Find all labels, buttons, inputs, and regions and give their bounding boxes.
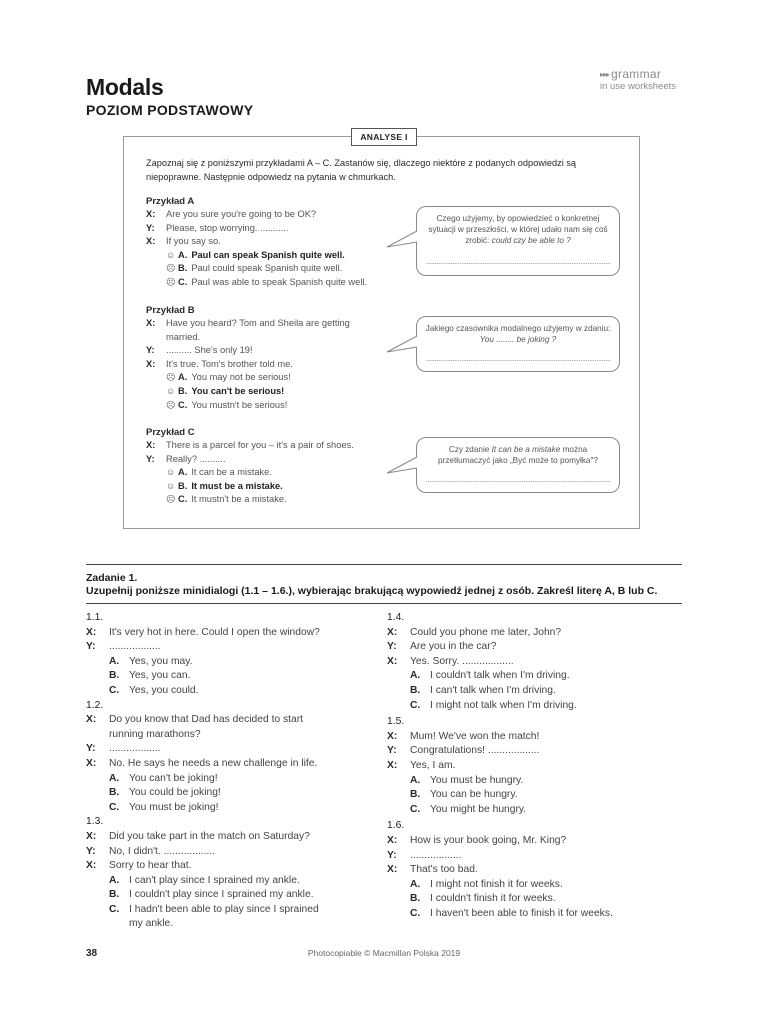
- bubble-tail-icon: [386, 335, 418, 357]
- frown-icon: ☹: [166, 399, 176, 410]
- choice[interactable]: A. Yes, you may.: [109, 655, 193, 667]
- brand-logo: ▸▸▸ grammar in use worksheets: [600, 67, 677, 92]
- option: ☺ A. It can be a mistake.: [146, 466, 406, 480]
- task-title: Zadanie 1.: [86, 572, 138, 584]
- option-correct: ☺ A. Paul can speak Spanish quite well.: [146, 249, 406, 263]
- example-heading: Przykład C: [146, 427, 195, 438]
- example-a: Przykład A X: Are you sure you're going to be OK? Y: Please, stop worrying. ........... X: If you say so. ☺ A. Paul can speak Spanish quite well. ☹ B. Paul could speak Spanish quite well. ☹ C. Paul was able to speak Spanish quite well.: [146, 196, 406, 290]
- divider: [86, 603, 682, 604]
- example-heading: Przykład B: [146, 305, 195, 316]
- example-b: Przykład B X: Have you heard? Tom and Sheila are getting married. Y: .......... She's only 19! X: It's true. Tom's brother told me. ☹ A. You may not be serious! ☺ B. You can't be serious! ☹ C. You mustn't be serious!: [146, 305, 406, 412]
- choice[interactable]: C. You must be joking!: [109, 801, 219, 813]
- choice[interactable]: A. I might not finish it for weeks.: [410, 878, 563, 890]
- choice[interactable]: C. I might not talk when I'm driving.: [410, 699, 577, 711]
- smile-icon: ☺: [166, 467, 176, 478]
- option: ☹ A. You may not be serious!: [146, 371, 406, 385]
- speech-bubble-b: Jakiego czasownika modalnego użyjemy w zdaniu: You ........ be joking ? ........................................................................................................: [416, 316, 620, 372]
- choice[interactable]: C. I hadn't been able to play since I sprained: [109, 903, 319, 915]
- option-correct: ☺ B. It must be a mistake.: [146, 480, 406, 494]
- answer-blank: ..................: [109, 743, 161, 755]
- option-correct: ☺ B. You can't be serious!: [146, 385, 406, 399]
- choice[interactable]: B. You can be hungry.: [410, 789, 518, 801]
- choice[interactable]: B. I couldn't finish it for weeks.: [410, 893, 556, 905]
- item-number: 1.2.: [86, 699, 104, 711]
- choice[interactable]: B. I can't talk when I'm driving.: [410, 684, 556, 696]
- bubble-tail-icon: [386, 456, 418, 478]
- choice[interactable]: B. Yes, you can.: [109, 670, 191, 682]
- page-number: 38: [86, 948, 98, 959]
- frown-icon: ☹: [166, 494, 176, 505]
- speech-bubble-c: Czy zdanie It can be a mistake można przetłumaczyć jako „Być może to pomyłka"? ........................................................................................................: [416, 437, 620, 493]
- example-heading: Przykład A: [146, 196, 195, 207]
- speech-bubble-a: Czego użyjemy, by opowiedzieć o konkretnej sytuacji w przeszłości, w której udało nam się coś zrobić: could czy be able to ? ........................................................................................................: [416, 206, 620, 276]
- answer-blank: ..................: [109, 641, 161, 653]
- page-title: Modals: [86, 74, 164, 100]
- analyse-intro: Zapoznaj się z poniższymi przykładami A – C. Zastanów się, dlaczego niektóre z podanych odpowiedzi są niepoprawne. Następnie odpowiedz na pytania w chmurkach.: [146, 158, 576, 182]
- choice[interactable]: A. I couldn't talk when I'm driving.: [410, 670, 570, 682]
- choice[interactable]: B. I couldn't play since I sprained my ankle.: [109, 889, 314, 901]
- smile-icon: ☺: [166, 480, 176, 491]
- copyright-notice: Photocopiable © Macmillan Polska 2019: [307, 948, 461, 958]
- choice[interactable]: A. I can't play since I sprained my ankle.: [109, 874, 300, 886]
- frown-icon: ☹: [166, 263, 176, 274]
- item-number: 1.1.: [86, 612, 104, 623]
- option: ☹ B. Paul could speak Spanish quite well.: [146, 262, 406, 276]
- frown-icon: ☹: [166, 276, 176, 287]
- item-number: 1.3.: [86, 816, 104, 828]
- smile-icon: ☺: [166, 249, 176, 260]
- analyse-label: ANALYSE I: [351, 128, 417, 146]
- item-number: 1.4.: [387, 612, 405, 623]
- page-subtitle: POZIOM PODSTAWOWY: [86, 102, 254, 118]
- option: ☹ C. Paul was able to speak Spanish quite well.: [146, 276, 406, 290]
- choice[interactable]: C. Yes, you could.: [109, 684, 199, 696]
- answer-blank: ..................: [410, 849, 462, 861]
- task-instruction: Uzupełnij poniższe minidialogi (1.1 – 1.6.), wybierając brakującą wypowiedź jednej z osób. Zakreśl literę A, B lub C.: [86, 585, 658, 597]
- choice[interactable]: A. You must be hungry.: [410, 774, 524, 786]
- item-number: 1.5.: [387, 716, 405, 728]
- example-c: Przykład C X: There is a parcel for you – it's a pair of shoes. Y: Really? .......... ☺ A. It can be a mistake. ☺ B. It must be a mistake. ☹ C. It mustn't be a mistake.: [146, 427, 406, 507]
- arrows-icon: ▸▸▸: [600, 70, 610, 79]
- left-column: 1.1. X: It's very hot in here. Could I open the window? Y: .................. A. Yes, you may. B. Yes, you can. C. Yes, you could. 1.2. X: Do you know that Dad has decided to start running marathons? Y: .................. X: No. He says he needs a new challenge in life. A. You can't be joking! B. You could be joking! C. You must be joking! 1.3. X: Did you take part in the match on Saturday? Y: No, I didn't. .................. X: Sorry to hear that. A. I can't play since I sprained my ankle. B. I couldn't play since I sprained my ankle. C. I hadn't been able to play since I sprained my ankle.: [86, 611, 376, 932]
- divider: [86, 564, 682, 565]
- option: ☹ C. It mustn't be a mistake.: [146, 493, 406, 507]
- choice[interactable]: B. You could be joking!: [109, 787, 221, 799]
- option: ☹ C. You mustn't be serious!: [146, 399, 406, 413]
- frown-icon: ☹: [166, 372, 176, 383]
- item-number: 1.6.: [387, 820, 405, 832]
- right-column: 1.4. X: Could you phone me later, John? Y: Are you in the car? X: Yes. Sorry. .................. A. I couldn't talk when I'm driving. B. I can't talk when I'm driving. C. I might not talk when I'm driving. 1.5. X: Mum! We've won the match! Y: Congratulations! .................. X: Yes, I am. A. You must be hungry. B. You can be hungry. C. You might be hungry. 1.6. X: How is your book going, Mr. King? Y: .................. X: That's too bad. A. I might not finish it for weeks. B. I couldn't finish it for weeks. C. I haven't been able to finish it for weeks.: [387, 611, 687, 921]
- bubble-tail-icon: [386, 230, 418, 252]
- choice[interactable]: C. You might be hungry.: [410, 803, 527, 815]
- choice[interactable]: C. I haven't been able to finish it for weeks.: [410, 907, 613, 919]
- choice[interactable]: A. You can't be joking!: [109, 772, 218, 784]
- smile-icon: ☺: [166, 385, 176, 396]
